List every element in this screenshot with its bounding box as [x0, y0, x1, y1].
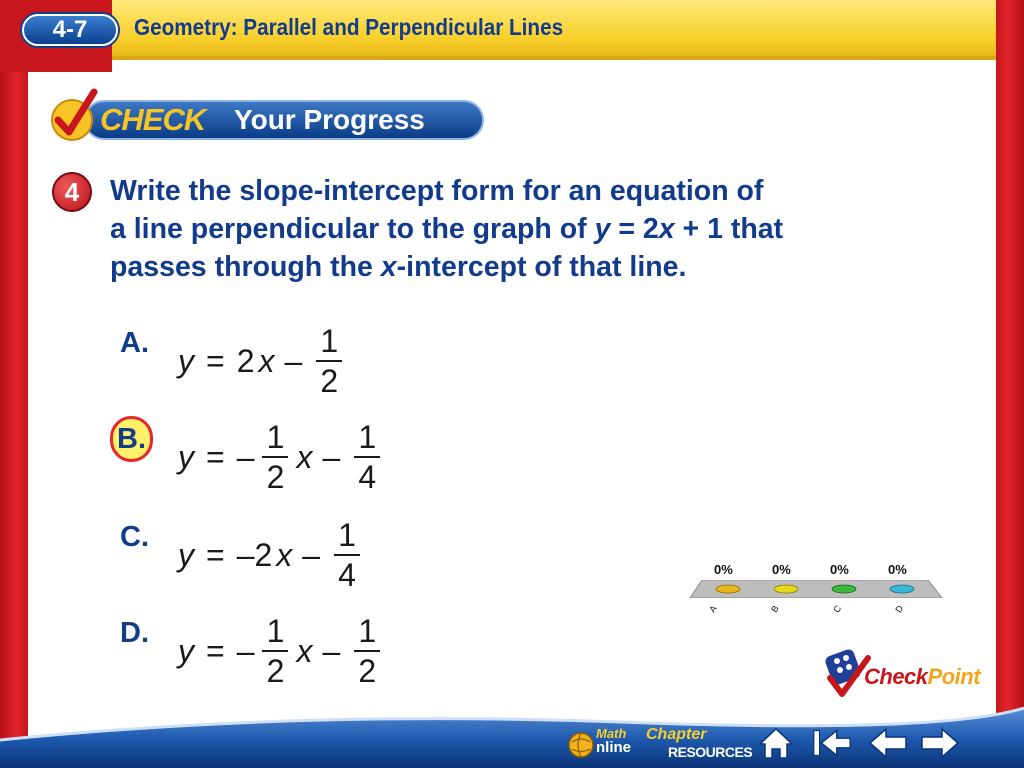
poll-letter-b: B — [769, 603, 781, 615]
home-button[interactable] — [754, 722, 798, 764]
left-frame-bar — [0, 0, 28, 768]
choice-d[interactable] — [108, 610, 528, 700]
poll-results-panel — [688, 558, 944, 628]
fraction: $\frac{1}{2}$ — [354, 612, 380, 690]
chapter-resources-label-1: Chapter — [646, 726, 707, 743]
globe-icon — [566, 730, 596, 760]
poll-bar-d — [890, 585, 914, 593]
question-line-1: Write the slope-intercept form for an equation of — [110, 175, 764, 207]
choice-letter: C. — [120, 521, 149, 553]
poll-bar-a — [716, 585, 740, 593]
previous-icon — [866, 724, 910, 762]
choice-equation: y = 2 x – $\frac{1}{2}$ — [176, 316, 348, 406]
poll-percent-d: 0% — [888, 562, 907, 577]
home-icon — [756, 724, 796, 762]
poll-letter-a: A — [707, 603, 719, 615]
choice-equation: y = –2 x – $\frac{1}{4}$ — [176, 510, 366, 600]
choice-a[interactable] — [108, 320, 528, 410]
poll-bar-c — [832, 585, 856, 593]
banner-check-word: CHECK — [100, 102, 206, 137]
choice-letter: D. — [120, 617, 149, 649]
checkpoint-wordmark: CheckPoint — [864, 664, 981, 689]
chapter-resources-label-2: RESOURCES — [668, 744, 753, 760]
fraction: $\frac{1}{4}$ — [334, 516, 360, 594]
choice-b[interactable] — [108, 416, 528, 506]
next-button[interactable] — [918, 722, 962, 764]
choice-equation: y = – $\frac{1}{2}$ x – $\frac{1}{4}$ — [176, 412, 386, 502]
question-number-badge — [52, 172, 92, 212]
fraction: $\frac{1}{2}$ — [316, 322, 342, 400]
checkmark-icon — [42, 86, 102, 146]
poll-percent-a: 0% — [714, 562, 733, 577]
chapter-resources-button[interactable] — [646, 724, 753, 764]
check-your-progress-banner — [42, 98, 486, 144]
choice-equation: y = – $\frac{1}{2}$ x – $\frac{1}{2}$ — [176, 606, 386, 696]
poll-letter-d: D — [893, 603, 906, 615]
math-online-button[interactable] — [566, 724, 638, 764]
question-line-2: a line perpendicular to the graph of y = 2x + 1 that — [110, 213, 784, 245]
choice-c[interactable] — [108, 514, 528, 604]
math-online-label-2: nline — [596, 739, 632, 756]
poll-percent-c: 0% — [830, 562, 849, 577]
header-strip — [112, 56, 996, 60]
choice-letter: A. — [120, 327, 149, 359]
first-slide-button[interactable] — [810, 722, 854, 764]
fraction: $\frac{1}{4}$ — [354, 418, 380, 496]
previous-button[interactable] — [866, 722, 910, 764]
poll-percent-b: 0% — [772, 562, 791, 577]
lesson-number: 4-7 — [52, 16, 88, 43]
banner-your-progress: Your Progress — [234, 104, 425, 135]
first-slide-icon — [810, 724, 854, 762]
question-text — [110, 172, 930, 286]
page-title: Geometry: Parallel and Perpendicular Lines — [134, 14, 564, 40]
fraction: $\frac{1}{2}$ — [262, 418, 288, 496]
choice-letter-highlighted: B. — [110, 416, 153, 462]
math-online-label-1: Math — [596, 726, 627, 741]
poll-letter-c: C — [831, 603, 844, 615]
fraction: $\frac{1}{2}$ — [262, 612, 288, 690]
poll-bar-b — [774, 585, 798, 593]
next-icon — [918, 724, 962, 762]
lesson-badge — [22, 14, 118, 46]
question-number: 4 — [64, 176, 80, 207]
checkpoint-logo — [824, 648, 980, 700]
right-frame-bar — [996, 0, 1024, 768]
poll-tray — [688, 580, 944, 598]
question-line-3: passes through the x-intercept of that line. — [110, 251, 687, 283]
